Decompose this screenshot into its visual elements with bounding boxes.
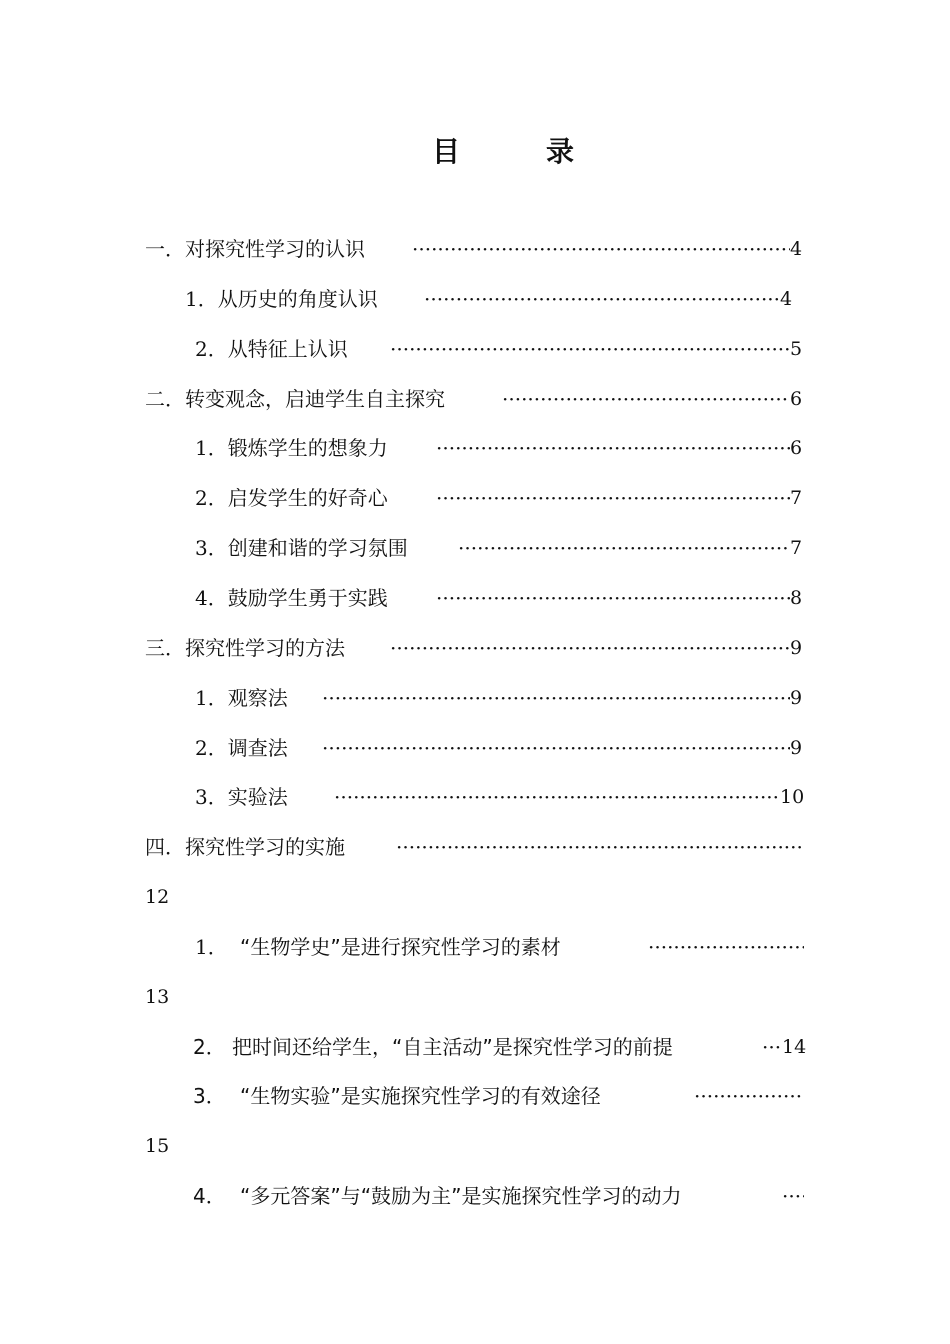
toc-entry-label: 三．探究性学习的方法 bbox=[145, 636, 345, 660]
toc-entry-page: 15 bbox=[145, 1135, 170, 1157]
toc-entry-number: 2． bbox=[193, 1035, 226, 1059]
toc-entry[interactable] bbox=[0, 483, 950, 513]
toc-entry-label: 2．启发学生的好奇心 bbox=[195, 486, 388, 510]
toc-leader-dots bbox=[390, 334, 790, 364]
toc-entry-label: 2．调查法 bbox=[195, 736, 288, 760]
toc-leader-dots bbox=[782, 1181, 804, 1211]
toc-entry-label: 一．对探究性学习的认识 bbox=[145, 237, 365, 261]
toc-entry[interactable] bbox=[0, 533, 950, 563]
toc-entry[interactable] bbox=[0, 384, 950, 414]
toc-leader-dots bbox=[390, 633, 790, 663]
toc-entry-page: 8 bbox=[790, 587, 803, 609]
toc-entry-page: 6 bbox=[790, 388, 803, 410]
toc-entry-page: 9 bbox=[790, 687, 803, 709]
toc-entry-label: “生物学史”是进行探究性学习的素材 bbox=[240, 935, 561, 959]
toc-entry-page: 12 bbox=[145, 886, 170, 908]
toc-entry[interactable] bbox=[0, 433, 950, 463]
toc-entry-label: 1．从历史的角度认识 bbox=[185, 287, 378, 311]
toc-entry[interactable] bbox=[0, 932, 950, 962]
toc-entry-page-wrapped bbox=[0, 982, 950, 1012]
toc-leader-dots bbox=[334, 782, 780, 812]
toc-leader-dots bbox=[396, 832, 804, 862]
toc-leader-dots bbox=[502, 384, 790, 414]
toc-entry-label: “生物实验”是实施探究性学习的有效途径 bbox=[240, 1084, 601, 1108]
toc-entry-page: 10 bbox=[780, 786, 805, 808]
toc-entry[interactable] bbox=[0, 633, 950, 663]
toc-entry-number: 4． bbox=[193, 1184, 226, 1208]
toc-entry-page: 6 bbox=[790, 437, 803, 459]
toc-entry[interactable] bbox=[0, 782, 950, 812]
toc-entry-page: 7 bbox=[790, 537, 803, 559]
toc-entry-page: 13 bbox=[145, 986, 170, 1008]
toc-leader-dots bbox=[694, 1081, 804, 1111]
toc-entry-page: 4 bbox=[780, 288, 793, 310]
toc-entry-number: 3． bbox=[193, 1084, 226, 1108]
toc-leader-dots bbox=[424, 284, 780, 314]
toc-entry[interactable] bbox=[0, 334, 950, 364]
toc-entry-page: 9 bbox=[790, 737, 803, 759]
toc-leader-dots bbox=[648, 932, 804, 962]
toc-entry-label: 二．转变观念，启迪学生自主探究 bbox=[145, 387, 445, 411]
toc-entry[interactable] bbox=[0, 832, 950, 862]
toc-leader-dots bbox=[412, 234, 790, 264]
toc-leader-dots bbox=[322, 733, 790, 763]
toc-entry-label: 1．锻炼学生的想象力 bbox=[195, 436, 388, 460]
toc-leader-dots bbox=[436, 583, 790, 613]
toc-leader-dots bbox=[436, 483, 790, 513]
toc-entry-page: 7 bbox=[790, 487, 803, 509]
toc-entry-label: “多元答案”与“鼓励为主”是实施探究性学习的动力 bbox=[240, 1184, 682, 1208]
toc-entry-page-wrapped bbox=[0, 882, 950, 912]
toc-entry[interactable] bbox=[0, 683, 950, 713]
toc-entry[interactable] bbox=[0, 1032, 950, 1062]
toc-entry-page: 4 bbox=[790, 238, 803, 260]
toc-entry[interactable] bbox=[0, 234, 950, 264]
toc-leader-dots bbox=[762, 1032, 782, 1062]
toc-entry-label: 4．鼓励学生勇于实践 bbox=[195, 586, 388, 610]
toc-entry[interactable] bbox=[0, 1081, 950, 1111]
toc-entry-label: 1．观察法 bbox=[195, 686, 288, 710]
toc-entry-page: 5 bbox=[790, 338, 803, 360]
toc-entry-page-wrapped bbox=[0, 1131, 950, 1161]
toc-leader-dots bbox=[458, 533, 790, 563]
toc-entry-page: 9 bbox=[790, 637, 803, 659]
toc-entry-page: 14 bbox=[782, 1036, 807, 1058]
toc-entry-number: 1． bbox=[195, 935, 228, 959]
toc-entry-label: 3．实验法 bbox=[195, 785, 288, 809]
toc-leader-dots bbox=[436, 433, 790, 463]
toc-entry-label: 3．创建和谐的学习氛围 bbox=[195, 536, 408, 560]
toc-title-char-1: 目 bbox=[432, 135, 461, 168]
toc-entry[interactable] bbox=[0, 284, 950, 314]
toc-title bbox=[0, 132, 950, 172]
toc-entry[interactable] bbox=[0, 583, 950, 613]
toc-leader-dots bbox=[322, 683, 790, 713]
toc-entry-label: 2．从特征上认识 bbox=[195, 337, 348, 361]
toc-title-char-2: 录 bbox=[546, 135, 575, 168]
toc-entry[interactable] bbox=[0, 1181, 950, 1211]
toc-entry[interactable] bbox=[0, 733, 950, 763]
toc-entry-label: 四．探究性学习的实施 bbox=[145, 835, 345, 859]
toc-entry-label: 把时间还给学生，“自主活动”是探究性学习的前提 bbox=[232, 1035, 673, 1059]
